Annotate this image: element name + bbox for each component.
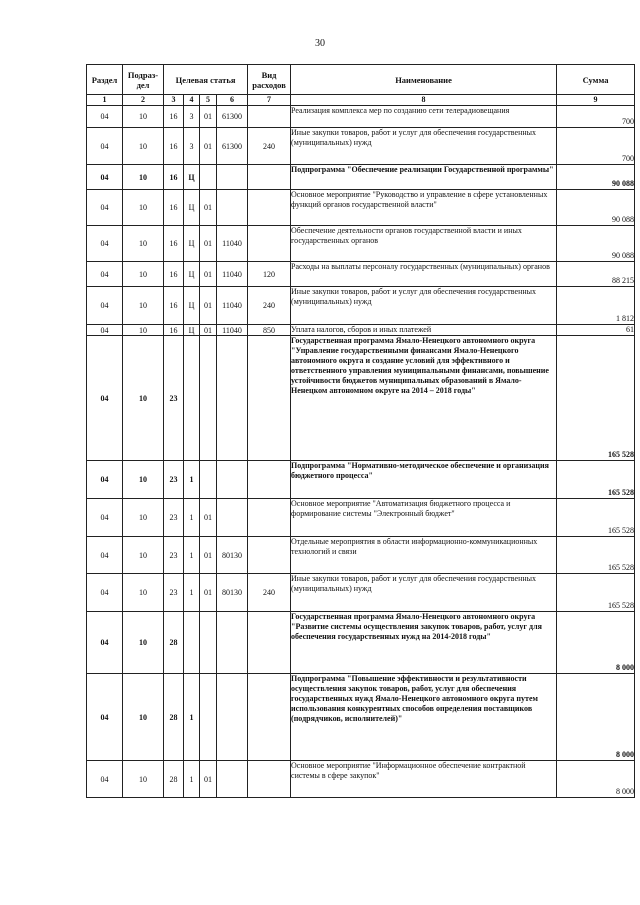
cell-event: 01	[200, 537, 217, 574]
cell-section: 04	[87, 287, 123, 325]
cell-direction: 80130	[217, 574, 248, 612]
cell-expense-type	[248, 165, 291, 190]
cell-event: 01	[200, 499, 217, 537]
cell-sum: 88 215	[557, 262, 635, 287]
cell-subprogram: Ц	[184, 325, 200, 336]
cell-subsection: 10	[123, 537, 164, 574]
cell-sum: 90 088	[557, 165, 635, 190]
cell-event: 01	[200, 287, 217, 325]
cell-expense-type: 240	[248, 287, 291, 325]
cell-expense-type	[248, 537, 291, 574]
cell-name: Обеспечение деятельности органов государственной власти и иных государственных органов	[291, 226, 557, 262]
cell-section: 04	[87, 106, 123, 128]
cell-subsection: 10	[123, 499, 164, 537]
column-number: 5	[200, 95, 217, 106]
cell-subprogram: 1	[184, 499, 200, 537]
cell-name: Реализация комплекса мер по созданию сети телерадиовещания	[291, 106, 557, 128]
cell-subprogram: 1	[184, 537, 200, 574]
cell-sum: 165 528	[557, 499, 635, 537]
table-row	[87, 190, 635, 226]
cell-sum: 165 528	[557, 537, 635, 574]
cell-expense-type	[248, 674, 291, 761]
cell-section: 04	[87, 574, 123, 612]
cell-subprogram: 1	[184, 761, 200, 798]
cell-program: 23	[164, 461, 184, 499]
cell-expense-type	[248, 461, 291, 499]
cell-name: Государственная программа Ямало-Ненецкого автономного округа "Управление государственными финансами Ямало-Ненецкого автономного округа и создание условий для эффективного и ответственного управления муниципальными финансами, повышение устойчивости бюджетов муниципальных образований в Ямало-Ненецком автономном округе на 2014 – 2018 годы"	[291, 336, 557, 461]
cell-subsection: 10	[123, 262, 164, 287]
header-name: Наименование	[291, 65, 557, 95]
cell-program: 28	[164, 674, 184, 761]
cell-direction	[217, 336, 248, 461]
cell-program: 16	[164, 262, 184, 287]
cell-direction	[217, 165, 248, 190]
cell-name: Подпрограмма "Обеспечение реализации Государственной программы"	[291, 165, 557, 190]
cell-event: 01	[200, 106, 217, 128]
cell-subsection: 10	[123, 674, 164, 761]
cell-program: 16	[164, 287, 184, 325]
cell-section: 04	[87, 499, 123, 537]
cell-event	[200, 674, 217, 761]
cell-program: 16	[164, 190, 184, 226]
cell-section: 04	[87, 336, 123, 461]
cell-subprogram: Ц	[184, 165, 200, 190]
cell-program: 16	[164, 128, 184, 165]
cell-subsection: 10	[123, 226, 164, 262]
cell-subsection: 10	[123, 612, 164, 674]
cell-event	[200, 461, 217, 499]
cell-subsection: 10	[123, 461, 164, 499]
cell-section: 04	[87, 128, 123, 165]
table-row	[87, 537, 635, 574]
table-row	[87, 612, 635, 674]
cell-program: 28	[164, 761, 184, 798]
cell-expense-type	[248, 106, 291, 128]
cell-direction: 11040	[217, 325, 248, 336]
cell-subprogram: Ц	[184, 262, 200, 287]
cell-event	[200, 612, 217, 674]
cell-expense-type	[248, 612, 291, 674]
cell-program: 23	[164, 537, 184, 574]
column-number: 3	[164, 95, 184, 106]
cell-sum: 165 528	[557, 461, 635, 499]
cell-name: Основное мероприятие "Руководство и управление в сфере установленных функций органов государственной власти"	[291, 190, 557, 226]
cell-subprogram: 3	[184, 106, 200, 128]
cell-sum: 1 812	[557, 287, 635, 325]
column-number: 4	[184, 95, 200, 106]
cell-event: 01	[200, 226, 217, 262]
cell-subsection: 10	[123, 761, 164, 798]
cell-event	[200, 165, 217, 190]
cell-event: 01	[200, 190, 217, 226]
table-row	[87, 106, 635, 128]
header-subsection: Подраз-дел	[123, 65, 164, 95]
cell-section: 04	[87, 165, 123, 190]
cell-program: 23	[164, 336, 184, 461]
cell-event: 01	[200, 128, 217, 165]
cell-direction	[217, 190, 248, 226]
cell-direction: 80130	[217, 537, 248, 574]
cell-name: Подпрограмма "Нормативно-методическое обеспечение и организация бюджетного процесса"	[291, 461, 557, 499]
cell-subsection: 10	[123, 574, 164, 612]
table-row	[87, 674, 635, 761]
cell-expense-type	[248, 336, 291, 461]
cell-event: 01	[200, 262, 217, 287]
cell-sum: 700	[557, 106, 635, 128]
table-row	[87, 226, 635, 262]
cell-subsection: 10	[123, 106, 164, 128]
cell-program: 23	[164, 499, 184, 537]
header-sum: Сумма	[557, 65, 635, 95]
budget-table	[86, 64, 635, 798]
cell-direction	[217, 761, 248, 798]
cell-subprogram	[184, 612, 200, 674]
cell-direction	[217, 674, 248, 761]
cell-event: 01	[200, 761, 217, 798]
cell-name: Иные закупки товаров, работ и услуг для обеспечения государственных (муниципальных) нужд	[291, 574, 557, 612]
cell-sum: 90 088	[557, 190, 635, 226]
cell-direction: 11040	[217, 226, 248, 262]
cell-section: 04	[87, 226, 123, 262]
cell-subsection: 10	[123, 287, 164, 325]
cell-section: 04	[87, 190, 123, 226]
cell-direction: 61300	[217, 128, 248, 165]
cell-expense-type: 240	[248, 574, 291, 612]
table-row	[87, 499, 635, 537]
cell-section: 04	[87, 537, 123, 574]
column-number-row	[87, 95, 635, 106]
cell-sum: 61	[557, 325, 635, 336]
cell-name: Уплата налогов, сборов и иных платежей	[291, 325, 557, 336]
table-row	[87, 336, 635, 461]
cell-sum: 8 000	[557, 612, 635, 674]
cell-subprogram: Ц	[184, 287, 200, 325]
table-row	[87, 461, 635, 499]
header-target-article: Целевая статья	[164, 65, 248, 95]
column-number: 9	[557, 95, 635, 106]
column-number: 2	[123, 95, 164, 106]
cell-name: Отдельные мероприятия в области информационно-коммуникационных технологий и связи	[291, 537, 557, 574]
cell-name: Иные закупки товаров, работ и услуг для обеспечения государственных (муниципальных) нужд	[291, 287, 557, 325]
cell-expense-type: 240	[248, 128, 291, 165]
column-number: 8	[291, 95, 557, 106]
column-number: 6	[217, 95, 248, 106]
cell-expense-type	[248, 761, 291, 798]
cell-direction: 11040	[217, 287, 248, 325]
table-row	[87, 761, 635, 798]
cell-subprogram: 1	[184, 574, 200, 612]
table-row	[87, 262, 635, 287]
cell-subsection: 10	[123, 336, 164, 461]
cell-event	[200, 336, 217, 461]
column-number: 7	[248, 95, 291, 106]
cell-direction	[217, 612, 248, 674]
cell-subprogram: Ц	[184, 226, 200, 262]
cell-subprogram: 1	[184, 461, 200, 499]
column-number: 1	[87, 95, 123, 106]
cell-direction	[217, 461, 248, 499]
cell-direction: 11040	[217, 262, 248, 287]
cell-name: Иные закупки товаров, работ и услуг для обеспечения государственных (муниципальных) нужд	[291, 128, 557, 165]
cell-event: 01	[200, 325, 217, 336]
header-section: Раздел	[87, 65, 123, 95]
cell-subprogram: 3	[184, 128, 200, 165]
cell-program: 16	[164, 325, 184, 336]
cell-sum: 8 000	[557, 761, 635, 798]
cell-name: Расходы на выплаты персоналу государственных (муниципальных) органов	[291, 262, 557, 287]
cell-subprogram: 1	[184, 674, 200, 761]
cell-subsection: 10	[123, 165, 164, 190]
table-row	[87, 165, 635, 190]
cell-subsection: 10	[123, 325, 164, 336]
cell-program: 23	[164, 574, 184, 612]
table-row	[87, 128, 635, 165]
cell-sum: 8 000	[557, 674, 635, 761]
cell-subsection: 10	[123, 190, 164, 226]
header-expense-type: Вид расходов	[248, 65, 291, 95]
cell-subprogram: Ц	[184, 190, 200, 226]
header-row	[87, 65, 635, 95]
cell-direction	[217, 499, 248, 537]
cell-name: Государственная программа Ямало-Ненецкого автономного округа "Развитие системы осуществления закупок товаров, работ, услуг для обеспечения государственных нужд на 2014-2018 годы"	[291, 612, 557, 674]
cell-program: 16	[164, 106, 184, 128]
cell-section: 04	[87, 262, 123, 287]
page-number: 30	[315, 38, 325, 49]
cell-expense-type	[248, 226, 291, 262]
cell-sum: 700	[557, 128, 635, 165]
cell-section: 04	[87, 325, 123, 336]
cell-sum: 165 528	[557, 336, 635, 461]
cell-sum: 165 528	[557, 574, 635, 612]
cell-program: 16	[164, 165, 184, 190]
cell-direction: 61300	[217, 106, 248, 128]
cell-subprogram	[184, 336, 200, 461]
cell-section: 04	[87, 612, 123, 674]
cell-subsection: 10	[123, 128, 164, 165]
cell-name: Основное мероприятие "Информационное обеспечение контрактной системы в сфере закупок"	[291, 761, 557, 798]
cell-program: 16	[164, 226, 184, 262]
cell-section: 04	[87, 761, 123, 798]
cell-expense-type: 120	[248, 262, 291, 287]
cell-expense-type	[248, 190, 291, 226]
table-row	[87, 325, 635, 336]
cell-sum: 90 088	[557, 226, 635, 262]
cell-name: Подпрограмма "Повышение эффективности и результативности осуществления закупок товаров, работ, услуг для обеспечения государственных нужд Ямало-Ненецкого автономного округа путем использования конкурентных способов определения поставщиков (подрядчиков, исполнителей)"	[291, 674, 557, 761]
cell-event: 01	[200, 574, 217, 612]
cell-name: Основное мероприятие "Автоматизация бюджетного процесса и формирование системы "Электронный бюджет"	[291, 499, 557, 537]
cell-section: 04	[87, 461, 123, 499]
cell-expense-type	[248, 499, 291, 537]
table-row	[87, 574, 635, 612]
cell-program: 28	[164, 612, 184, 674]
cell-expense-type: 850	[248, 325, 291, 336]
cell-section: 04	[87, 674, 123, 761]
table-row	[87, 287, 635, 325]
